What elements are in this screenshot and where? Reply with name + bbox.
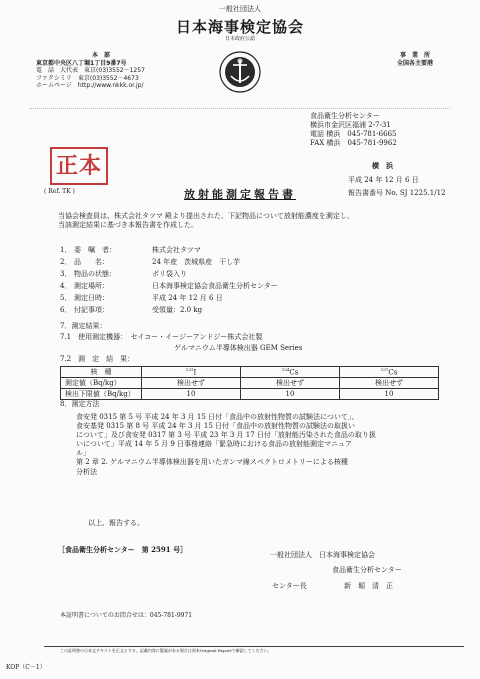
org-name: 日本海事検定協会	[175, 18, 304, 36]
sign-org: 一般社団法人 日本海事検定協会	[270, 551, 375, 559]
device-2: ゲルマニウム半導体検出器 GEM Series	[174, 344, 303, 352]
org-sub-text: 日本政府公認	[224, 36, 255, 42]
nuclide-cs137: $^{137}$Cs	[340, 367, 439, 378]
report-number: 報告書番号 No. SJ 1225.1/12	[348, 189, 446, 197]
hq-label: 本 部	[91, 52, 110, 59]
device-label: 7.1 使用測定機器：	[60, 333, 124, 341]
footer-divider	[44, 646, 464, 647]
header-divider	[30, 108, 450, 109]
center-name: 食品衛生分析センター	[310, 112, 380, 120]
table-row: 検出下限値（Bq/kg） 10 10 10	[61, 389, 439, 400]
intro-text	[58, 212, 453, 230]
registration-number: ［食品衛生分析センター 第 2591 号］	[58, 545, 188, 554]
nuclide-cs134: $^{134}$Cs	[241, 367, 340, 378]
form-code: KOP（C－1）	[6, 664, 46, 671]
ref-code: ( Ref. TK )	[44, 188, 75, 195]
closing-text: 以上、報告する。	[88, 519, 144, 527]
nuclide-i131: $^{131}$I	[142, 367, 241, 378]
table-header-row	[61, 367, 439, 378]
item-notes: 6． 付記事項： 受領量：2.0 kg	[60, 306, 203, 314]
footer-note: この証明書の日本文テキストを正文とする。記載内容に疑義がある場合は原本Original Reportで確認してください。	[60, 648, 272, 653]
hq-info	[36, 52, 166, 90]
table-row: 測定値（Bq/kg） 検出せず 検出せず 検出せず	[61, 378, 439, 389]
tel-value: 東京(03)3552－1257	[84, 67, 145, 74]
item-condition: 3． 物品の状態： ポリ袋入り	[60, 270, 187, 278]
results-heading: 7．測定結果：	[60, 322, 107, 330]
sign-center: 食品衛生分析センター	[332, 566, 402, 574]
item-client: 1． 委 嘱 者： 株式会社タツマ	[60, 246, 201, 254]
sign-name: 新 堀 清 正	[344, 582, 393, 590]
intro-line-2: 当該測定結果に基づき本報告書を作成した。	[58, 221, 198, 230]
center-fax: FAX 横浜 045-781-9962	[310, 139, 397, 148]
sign-title: センター長	[272, 582, 307, 590]
report-date: 平成 24 年 12 月 6 日	[348, 176, 419, 184]
fax-label: ファクシミリ	[36, 74, 72, 82]
anchor-seal-icon	[218, 50, 262, 94]
item-location: 4． 測定場所： 日本海事検定協会食品衛生分析センター	[60, 282, 278, 290]
tel-label: 電 話 大代表	[36, 67, 79, 74]
original-stamp: 正本	[50, 147, 108, 185]
office-value: 全国各主要港	[396, 59, 433, 67]
item-date: 5． 測定日時： 平成 24 年 12 月 6 日	[60, 294, 223, 302]
results-subheading: 7.2 測 定 結 果：	[60, 355, 135, 363]
location-label: 横 浜	[372, 161, 393, 170]
methods-heading: 8．測定方法	[60, 400, 100, 408]
item-product: 2． 品 名： 24 年産 茨城県産 干し芋	[60, 258, 241, 266]
nuclide-header: 核 種	[61, 367, 142, 378]
inquiry-line: 本証明書についてのお問合せは：045-781-9971	[60, 612, 193, 619]
hq-address: 東京都中央区八丁堀1丁目9番7号	[36, 59, 127, 67]
methods-text: 食安発 0315 第 5 号 平成 24 年 3 月 15 日付「食品中の放射性物質の試験法について」、 食安基発 0315 第 8 号 平成 24 年 3 月 15 日付「食品中の放射性物質の試験法の取扱い について」及び食安発 0317 第 3 号 平成 23 年 3 月 17 日付「放射能汚染された食品の取り扱 いについて」平成 14 年 5 月 9 日事務連絡「緊急時における食品の放射能測定マニュア ル」 第 2 章 2. ゲルマニウム半導体検出器を用いたガンマ線スペクトロメトリーによる核種 分析法	[76, 413, 376, 476]
web-label: ホームページ	[36, 82, 72, 89]
org-emblem	[170, 2, 310, 112]
intro-line-1: 当協会検査員は、株式会社タツマ 殿より提出された、下記物品について放射能濃度を測定し、	[58, 212, 354, 220]
web-value[interactable]: http://www.nkkk.or.jp/	[77, 82, 144, 89]
results-table	[60, 366, 439, 400]
device-1: セイコー・イージーアンドジー株式会社製	[130, 333, 263, 341]
device-row	[60, 333, 262, 342]
center-info	[310, 112, 470, 148]
center-address: 横浜市金沢区福浦 2-7-31	[310, 121, 391, 130]
office-label: 事 業 所	[399, 52, 430, 59]
center-tel: 電話 横浜 045-781-6665	[310, 130, 397, 139]
fax-value: 東京(03)3552－4673	[77, 74, 139, 82]
org-top-text: 一般社団法人	[219, 5, 261, 13]
report-title: 放射能測定報告書	[184, 188, 296, 201]
office-info	[370, 52, 460, 67]
